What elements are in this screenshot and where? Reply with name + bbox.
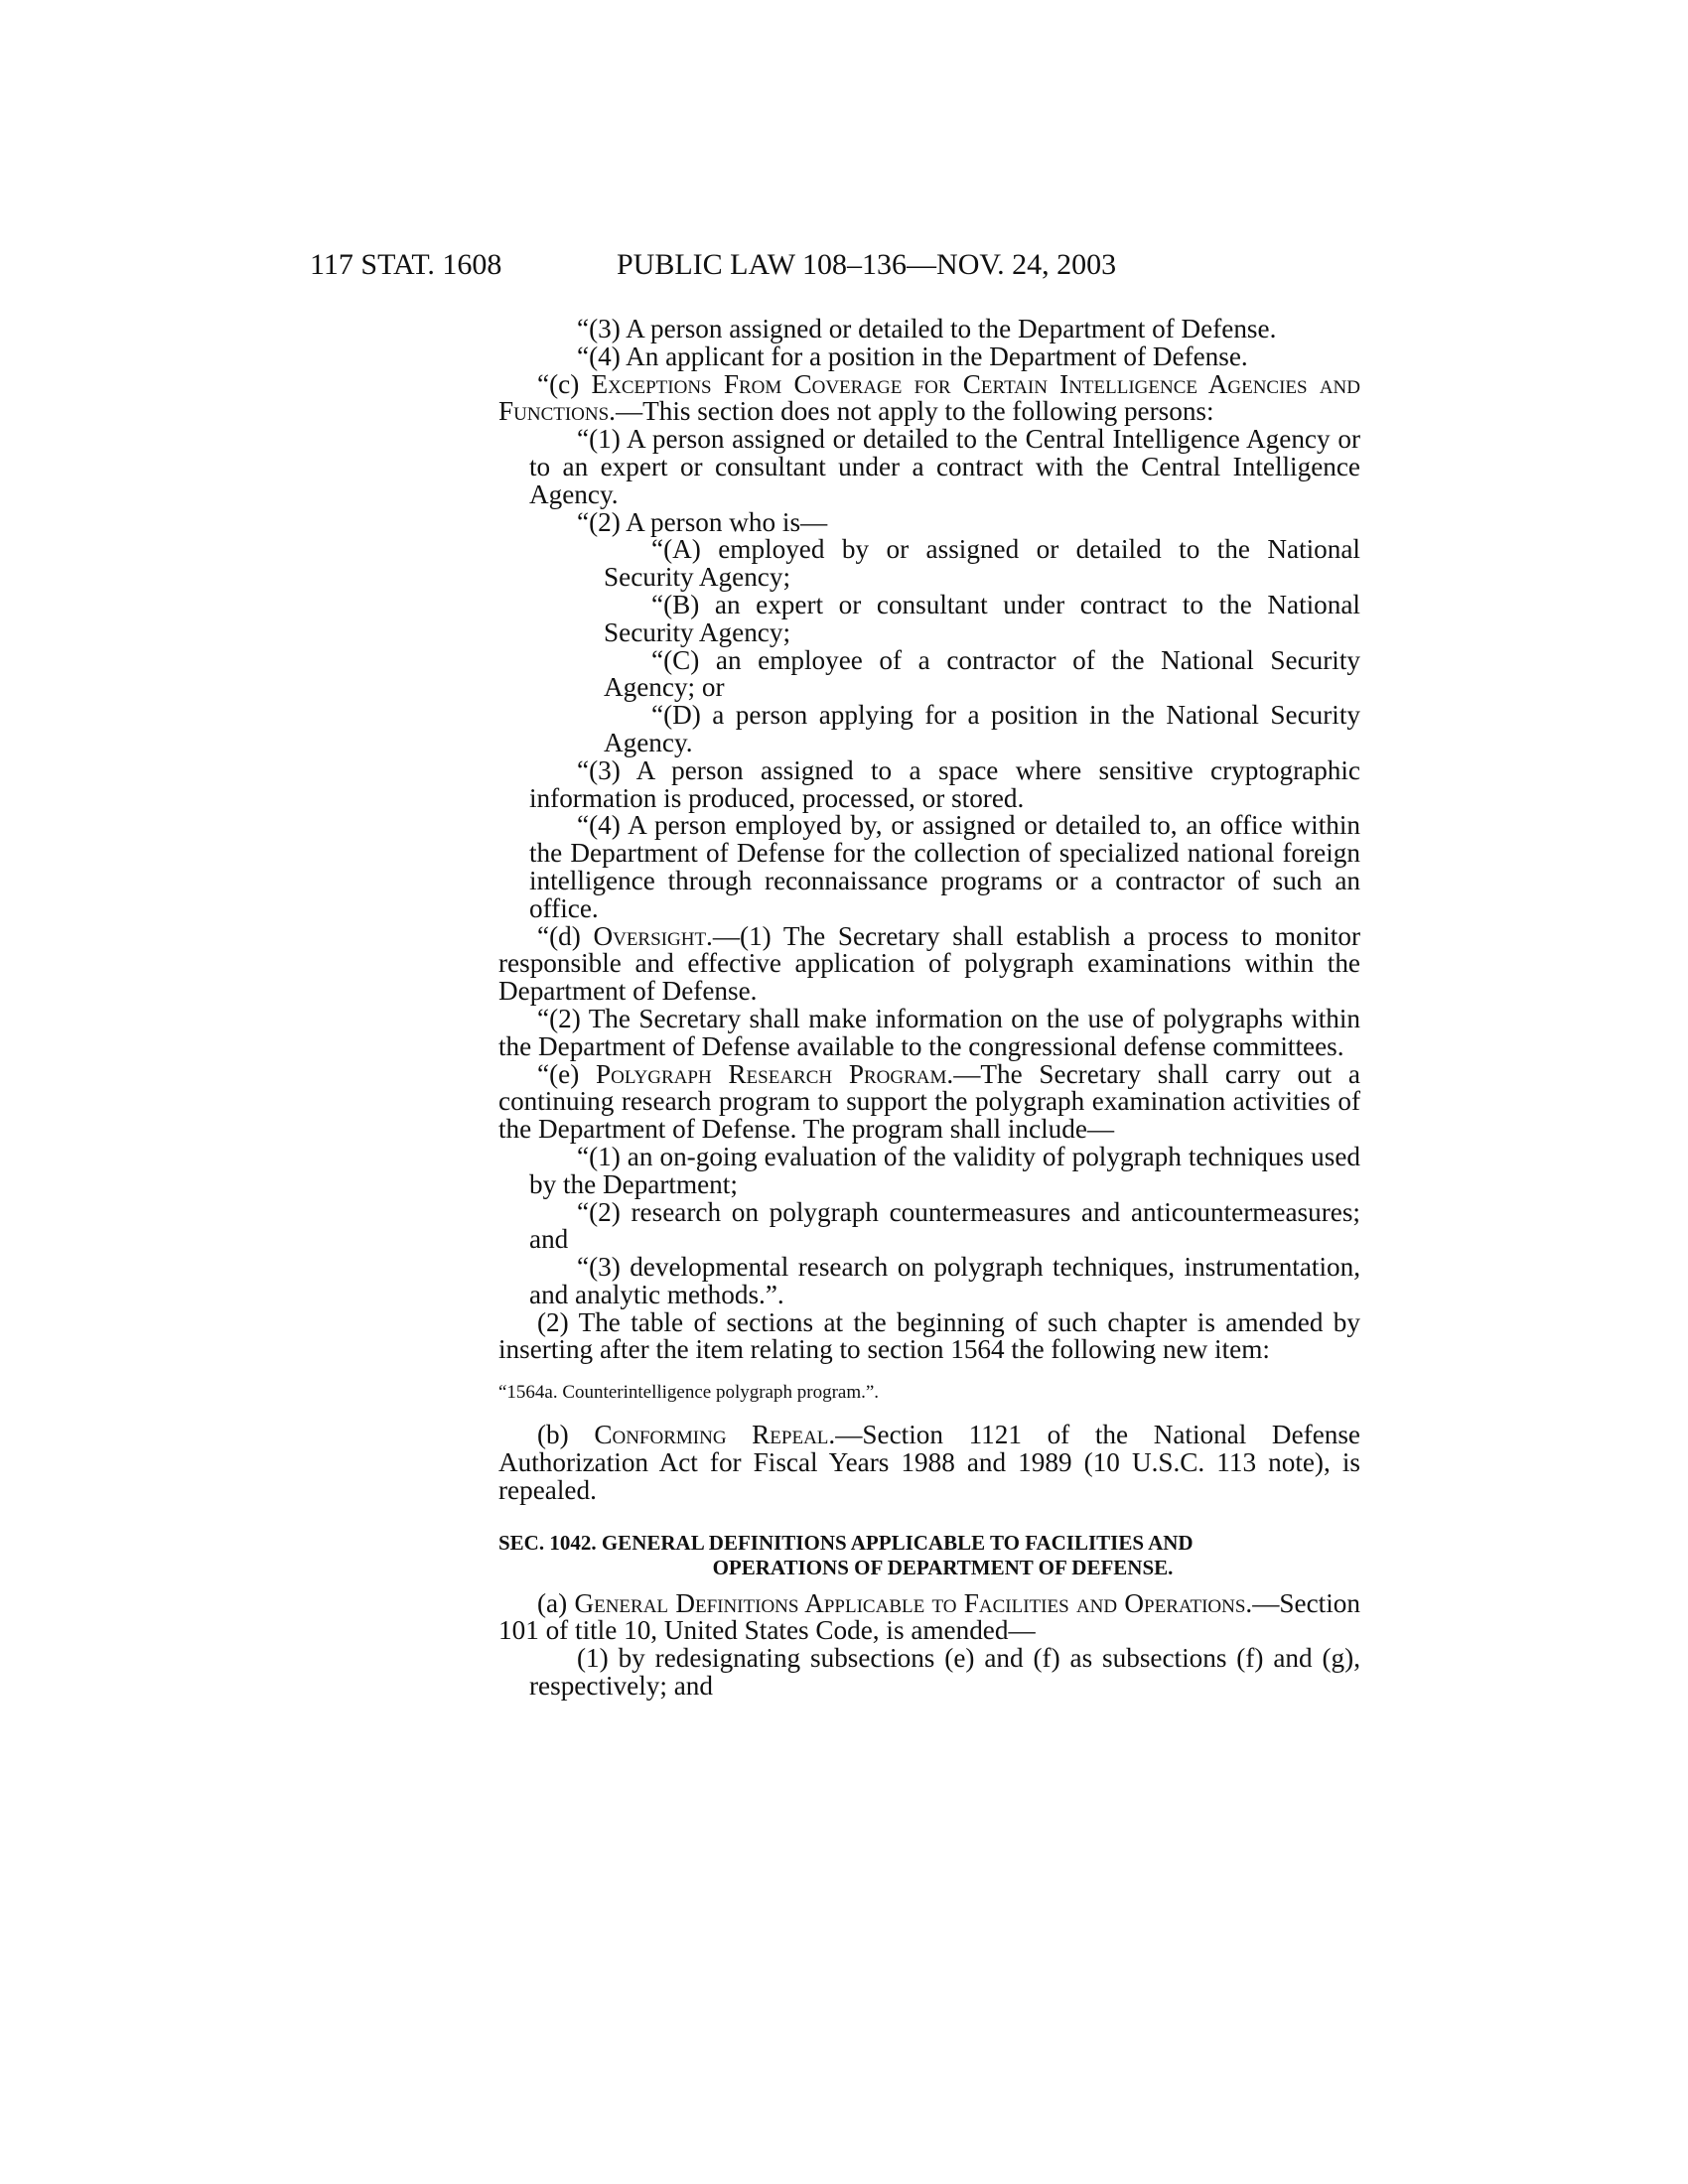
statute-page-number: 117 STAT. 1608 [310,248,502,281]
body-text [498,316,1360,1701]
paragraph-c2: “(2) A person who is— [577,506,828,537]
subsection-a-prefix: (a) [537,1587,575,1618]
subsection-b-text: —Section 1121 of the National Defense Authorization Act for Fiscal Years 1988 and 1989 (10 U.S.C. 113 note), is repealed. [498,1420,1360,1505]
paragraph-c3: “(3) A person assigned to a space where sensitive cryptographic information is produced, processed, or stored. [529,754,1360,813]
subsection-e-text: —The Secretary shall carry out a continuing research program to support the polygraph examination activities of the Department of Defense. The program shall include— [498,1058,1360,1145]
subparagraph-c2b: “(B) an expert or consultant under contract to the National Security Agency; [604,589,1360,647]
paragraph-b4: “(4) An applicant for a position in the Department of Defense. [577,341,1248,371]
subparagraph-c2a: “(A) employed by or assigned or detailed to the National Security Agency; [604,534,1360,593]
paragraph-c4: “(4) A person employed by, or assigned or detailed to, an office within the Department of Defense for the collection of specialized national foreign intelligence through reconnaissance programs or a contractor of such an office. [529,810,1360,923]
subsection-c-prefix: “(c) [537,368,592,399]
subsection-d-prefix: “(d) [537,920,594,951]
subsection-b-prefix: (b) [537,1420,595,1450]
paragraph-2-table-amendment: (2) The table of sections at the beginning of such chapter is amended by inserting after the item relating to section 1564 the following new item: [498,1306,1360,1365]
subsection-d-heading: Oversight. [593,920,713,951]
subsection-a [498,1587,1360,1646]
subsection-e-heading: Polygraph Research Program. [596,1058,954,1089]
paragraph-e3: “(3) developmental research on polygraph techniques, instrumentation, and analytic methods.”. [529,1252,1360,1309]
page-header [0,248,1688,288]
subsection-d [498,920,1360,1007]
paragraph-e2: “(2) research on polygraph countermeasures and anticountermeasures; and [529,1196,1360,1255]
subparagraph-c2c: “(C) an employee of a contractor of the National Security Agency; or [604,644,1360,703]
subsection-c-text: —This section does not apply to the following persons: [615,396,1214,427]
subparagraph-c2d: “(D) a person applying for a position in the National Security Agency. [604,700,1360,757]
subsection-c-heading: Exceptions From Coverage for Certain Intelligence Agencies and Functions. [498,368,1360,427]
section-heading [498,1531,1360,1580]
subsection-a-text: —Section 101 of title 10, United States Code, is amended— [498,1587,1360,1646]
paragraph-d2: “(2) The Secretary shall make information on the use of polygraphs within the Department of Defense available to the congressional defense committees. [498,1003,1360,1061]
section-heading-line1: SEC. 1042. GENERAL DEFINITIONS APPLICABLE TO FACILITIES AND [498,1530,1194,1555]
paragraph-b3: “(3) A person assigned or detailed to the Department of Defense. [577,314,1277,343]
subsection-e-prefix: “(e) [537,1058,596,1089]
new-table-item: “1564a. Counterintelligence polygraph program.”. [498,1382,880,1404]
subsection-e [498,1058,1360,1145]
subsection-b-conforming-repeal [498,1422,1360,1504]
section-heading-line2: OPERATIONS OF DEPARTMENT OF DEFENSE. [712,1555,1174,1579]
paragraph-a1: (1) by redesignating subsections (e) and (f) as subsections (f) and (g), respectively; and [529,1643,1360,1702]
public-law-title: PUBLIC LAW 108–136—NOV. 24, 2003 [617,248,1117,281]
subsection-d-text: —(1) The Secretary shall establish a process to monitor responsible and effective application of polygraph examinations within the Department of Defense. [498,920,1360,1007]
subsection-c [498,368,1360,427]
subsection-a-heading: General Definitions Applicable to Facilities and Operations. [574,1587,1253,1618]
paragraph-c1: “(1) A person assigned or detailed to the Central Intelligence Agency or to an expert or consultant under a contract with the Central Intelligence Agency. [529,424,1360,509]
paragraph-e1: “(1) an on-going evaluation of the validity of polygraph techniques used by the Department; [529,1141,1360,1199]
subsection-b-heading: Conforming Repeal. [594,1420,836,1450]
